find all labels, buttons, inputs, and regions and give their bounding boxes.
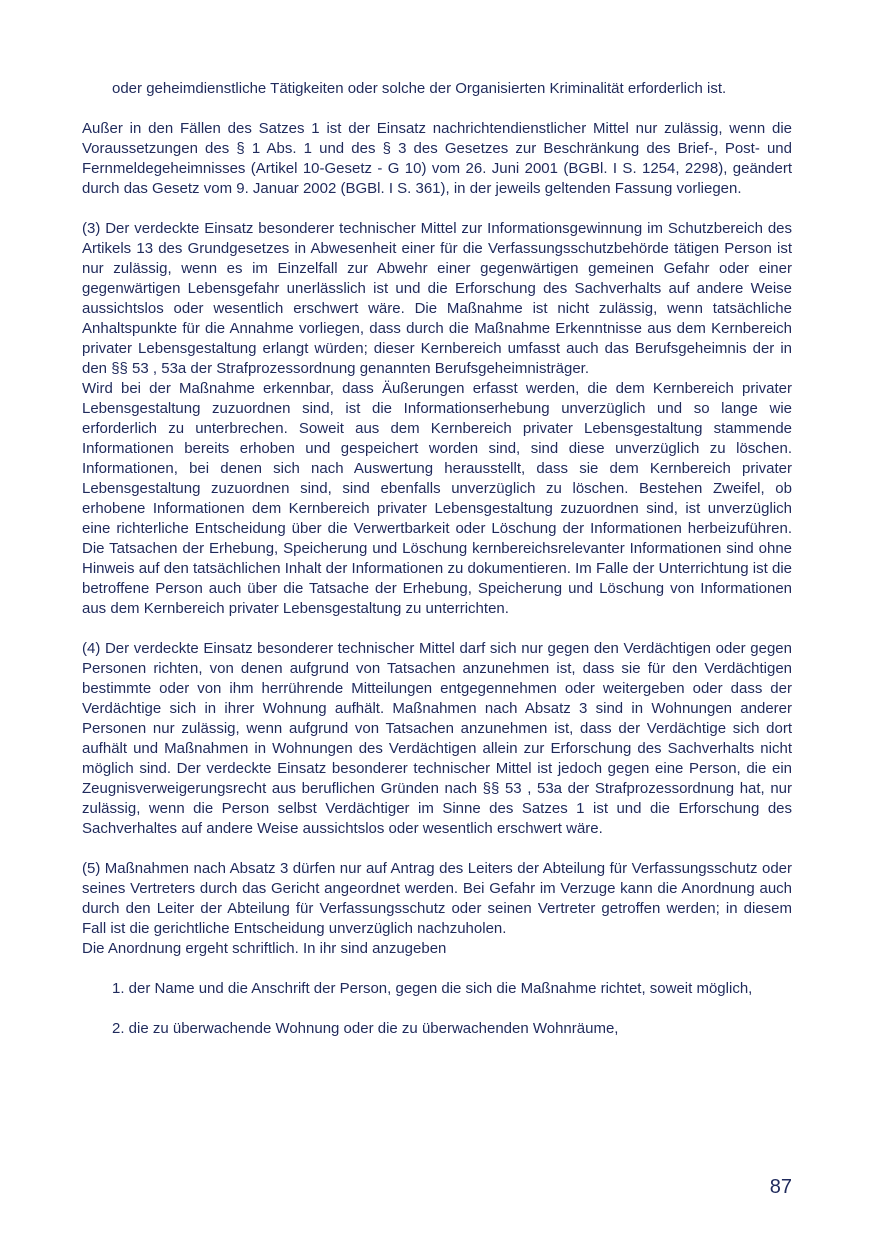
paragraph-3-part-1: (3) Der verdeckte Einsatz besonderer technischer Mittel zur Informationsgewinnung im Schutzbereich des Artikels 13 des Grundgesetzes in Abwesenheit einer für die Verfassungsschutzbehörde tätigen Person ist nur zulässig, wenn es im Einzelfall zur Abwehr einer gegenwärtigen gemeinen Gefahr oder einer gegenwärtigen Lebensgefahr unerlässlich ist und die Erforschung des Sachverhalts auf andere Weise aussichtslos oder wesentlich erschwert wäre. Die Maßnahme ist nicht zulässig, wenn tatsächliche Anhaltspunkte für die Annahme vorliegen, dass durch die Maßnahme Erkenntnisse aus dem Kernbereich privater Lebensgestaltung erlangt würden; dieser Kernbereich umfasst auch das Berufsgeheimnis der in den §§ 53 , 53a der Strafprozessordnung genannten Berufsgeheimnisträger. [82, 220, 792, 377]
paragraph-5-line-1: (5) Maßnahmen nach Absatz 3 dürfen nur auf Antrag des Leiters der Abteilung für Verfassungsschutz oder seines Vertreters durch das Gericht angeordnet werden. Bei Gefahr im Verzuge kann die Anordnung auch durch den Leiter der Abteilung für Verfassungsschutz oder seinen Vertreter getroffen werden; in diesem Fall ist die gerichtliche Entscheidung unverzüglich nachzuholen. [82, 860, 792, 937]
list-item: 1. der Name und die Anschrift der Person, gegen die sich die Maßnahme richtet, soweit möglich, [112, 980, 753, 997]
paragraph-continuation: oder geheimdienstliche Tätigkeiten oder solche der Organisierten Kriminalität erforderlich ist. [112, 80, 727, 97]
paragraph-3-part-2: Wird bei der Maßnahme erkennbar, dass Äußerungen erfasst werden, die dem Kernbereich privater Lebensgestaltung zuzuordnen sind, ist die Informationserhebung unverzüglich und so lange wie erforderlich zu unterbrechen. Soweit aus dem Kernbereich privater Lebensgestaltung stammende Informationen bereits erhoben und gespeichert worden sind, sind diese unverzüglich zu löschen. Informationen, bei denen sich nach Auswertung herausstellt, dass sie dem Kernbereich privater Lebensgestaltung zuzuordnen sind, sind ebenfalls unverzüglich zu löschen. Bestehen Zweifel, ob erhobene Informationen dem Kernbereich privater Lebensgestaltung zuzuordnen sind, ist unverzüglich eine richterliche Entscheidung über die Verwertbarkeit oder Löschung der Informationen herbeizuführen. Die Tatsachen der Erhebung, Speicherung und Löschung kernbereichsrelevanter Informationen sind ohne Hinweis auf den tatsächlichen Inhalt der Informationen zu dokumentieren. Im Falle der Unterrichtung ist die betroffene Person auch über die Tatsache der Erhebung, Speicherung und Löschung von Informationen aus dem Kernbereich privater Lebensgestaltung zu unterrichten. [82, 380, 792, 617]
page-number: 87 [769, 1176, 792, 1198]
paragraph-5-line-2: Die Anordnung ergeht schriftlich. In ihr sind anzugeben [82, 940, 447, 957]
list-item: 2. die zu überwachende Wohnung oder die zu überwachenden Wohnräume, [112, 1020, 619, 1037]
paragraph-5 [82, 859, 792, 959]
paragraph-4: (4) Der verdeckte Einsatz besonderer technischer Mittel darf sich nur gegen den Verdächtigen oder gegen Personen richten, von denen aufgrund von Tatsachen anzunehmen ist, dass sie für den Verdächtigen bestimmte oder von ihm herrührende Mitteilungen entgegennehmen oder weitergeben oder dass der Verdächtige sich in ihrer Wohnung aufhält. Maßnahmen nach Absatz 3 sind in Wohnungen anderer Personen nur zulässig, wenn aufgrund von Tatsachen anzunehmen ist, dass der Verdächtige sich dort aufhält und Maßnahmen in Wohnungen des Verdächtigen allein zur Erforschung des Sachverhalts nicht möglich sind. Der verdeckte Einsatz besonderer technischer Mittel ist jedoch gegen eine Person, die ein Zeugnisverweigerungsrecht aus beruflichen Gründen nach §§ 53 , 53a der Strafprozessordnung hat, nur zulässig, wenn die Person selbst Verdächtiger im Sinne des Satzes 1 ist und die Erforschung des Sachverhaltes auf andere Weise aussichtslos oder wesentlich erschwert wäre. [82, 640, 792, 837]
document-body [82, 79, 792, 1059]
paragraph-ausser: Außer in den Fällen des Satzes 1 ist der Einsatz nachrichtendienstlicher Mittel nur zulässig, wenn die Voraussetzungen des § 1 Abs. 1 und des § 3 des Gesetzes zur Beschränkung des Brief-, Post- und Fernmeldegeheimnisses (Artikel 10-Gesetz - G 10) vom 26. Juni 2001 (BGBl. I S. 1254, 2298), geändert durch das Gesetz vom 9. Januar 2002 (BGBl. I S. 361), in der jeweils geltenden Fassung vorliegen. [82, 120, 792, 197]
enumerated-list [82, 979, 792, 1039]
